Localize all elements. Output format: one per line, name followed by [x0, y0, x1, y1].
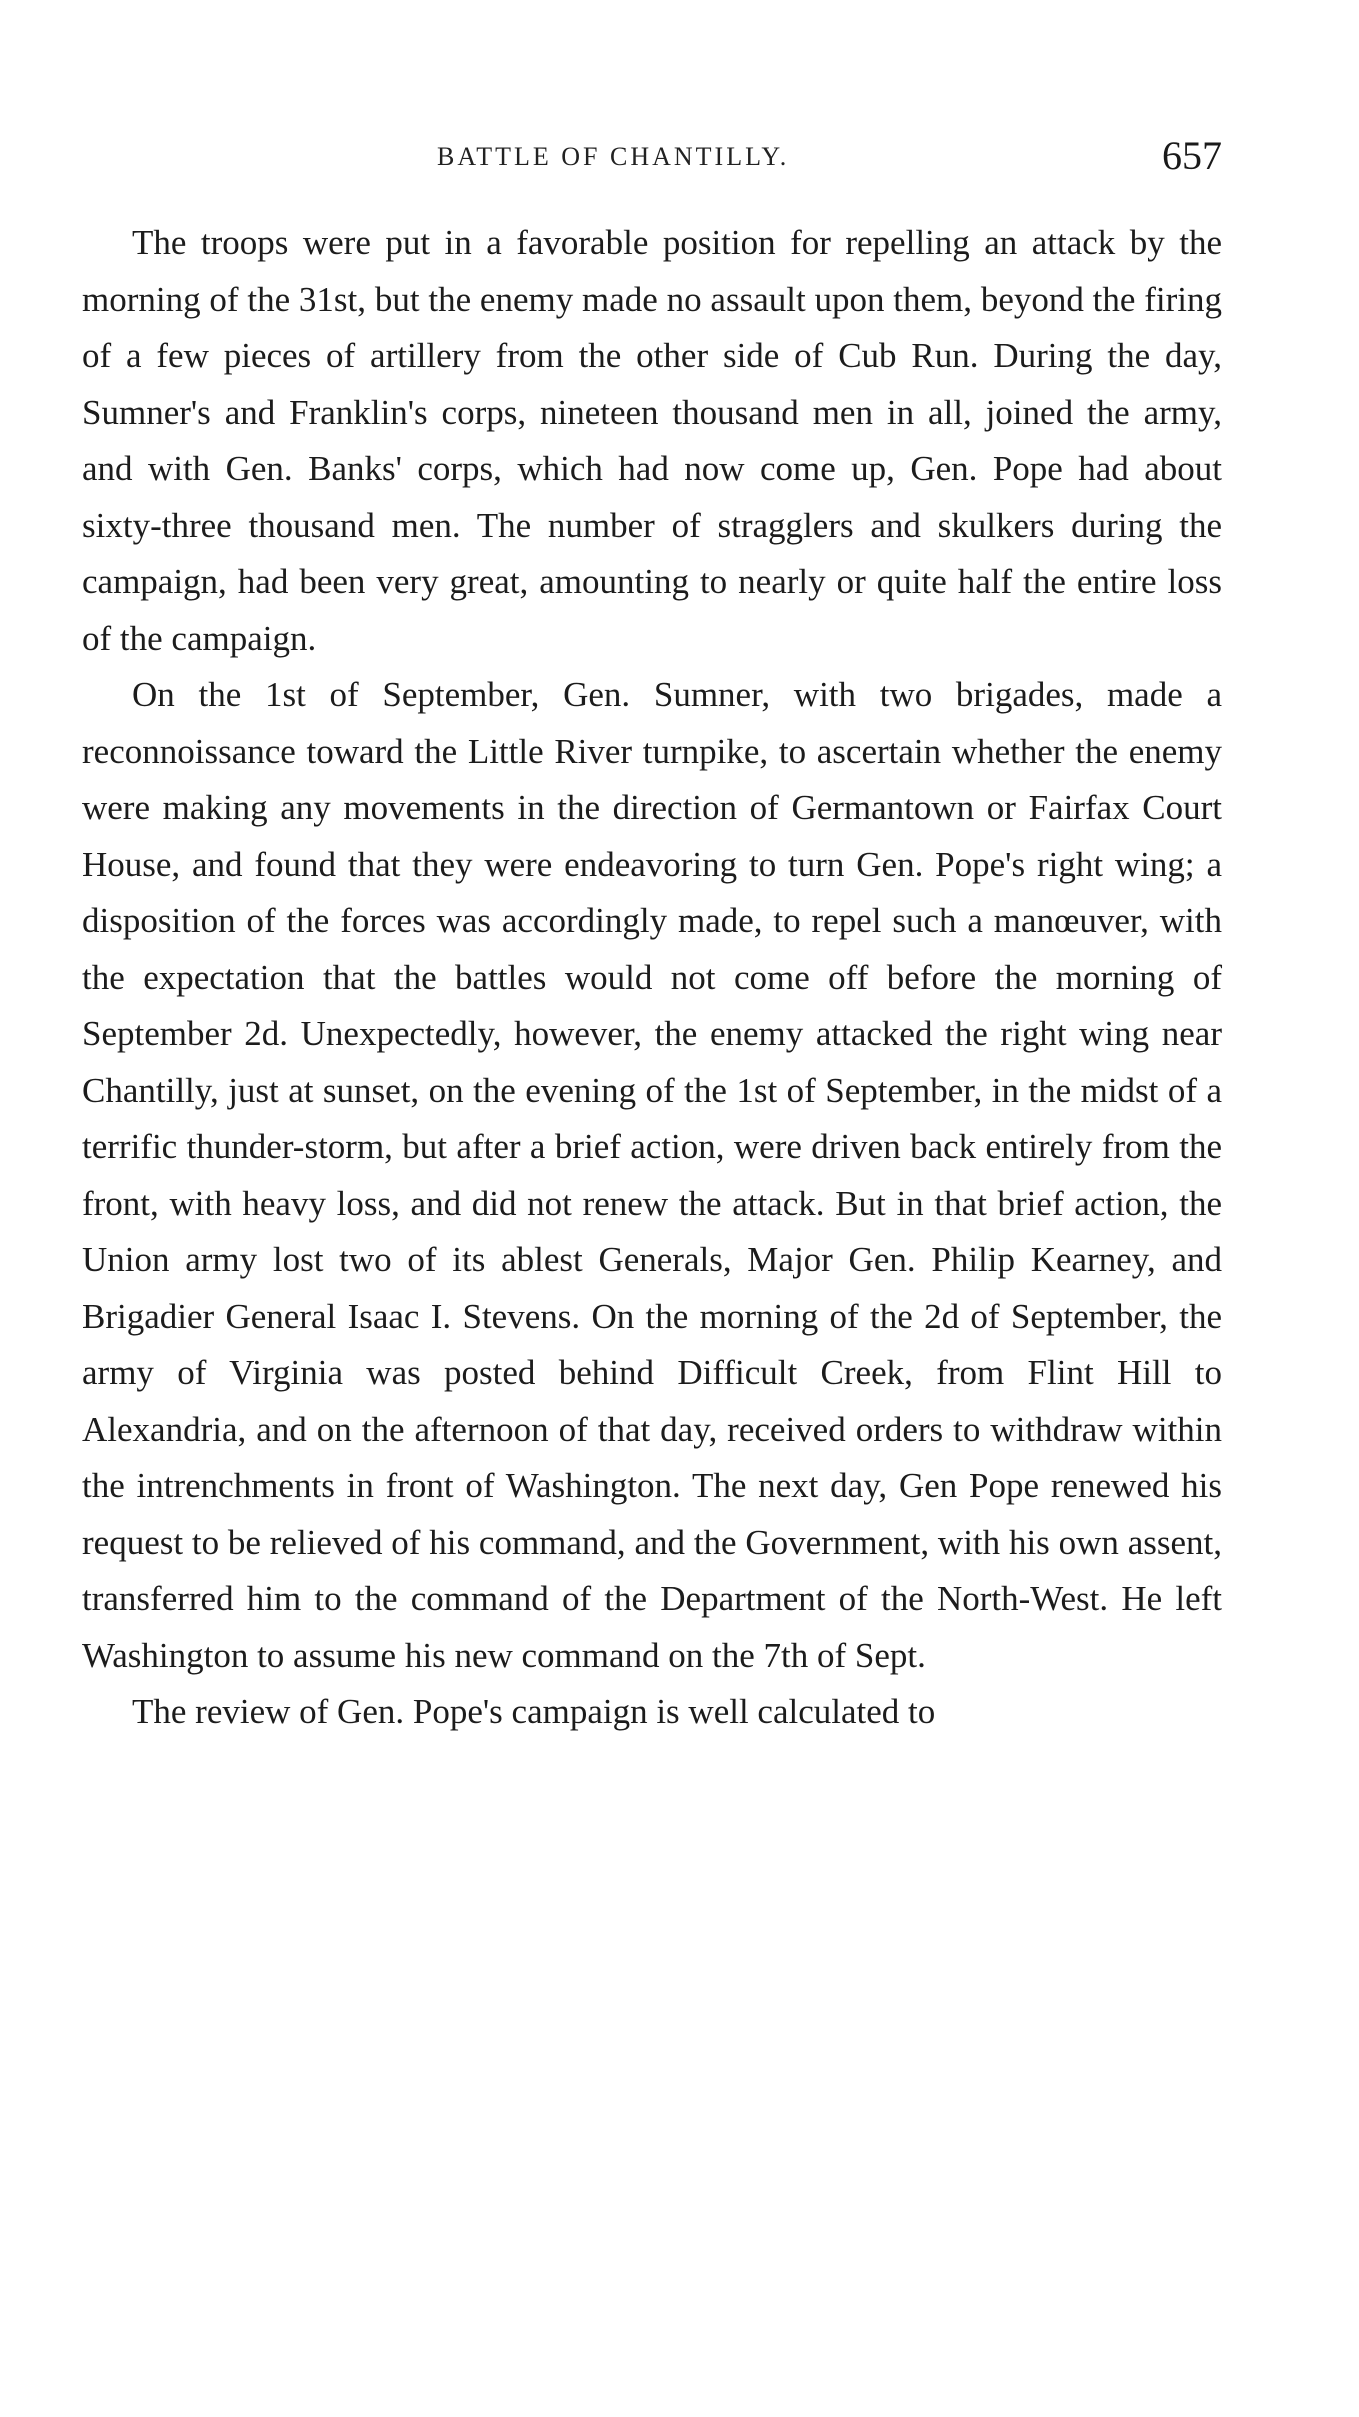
paragraph-battle-of-chantilly: On the 1st of September, Gen. Sumner, with two brigades, made a reconnoissance toward the Little River turnpike, to ascertain whether the enemy were making any movements in the direction of Germantown or Fairfax Court House, and found that they were endeavoring to turn Gen. Pope's right wing; a disposition of the forces was accordingly made, to repel such a manœuver, with the expectation that the battles would not come off before the morning of September 2d. Unexpectedly, however, the enemy attacked the right wing near Chantilly, just at sunset, on the evening of the 1st of September, in the midst of a terrific thunder-storm, but after a brief action, were driven back entirely from the front, with heavy loss, and did not renew the attack. But in that brief action, the Union army lost two of its ablest Generals, Major Gen. Philip Kearney, and Brigadier General Isaac I. Stevens. On the morning of the 2d of September, the army of Virginia was posted behind Difficult Creek, from Flint Hill to Alexandria, and on the afternoon of that day, received orders to withdraw within the intrenchments in front of Washington. The next day, Gen Pope renewed his request to be relieved of his command, and the Government, with his own assent, transferred him to the command of the Department of the North-West. He left Washington to assume his new command on the 7th of Sept.: [82, 675, 1222, 1675]
running-title: BATTLE OF CHANTILLY.: [437, 142, 790, 171]
paragraph-troops-position: The troops were put in a favorable position for repelling an attack by the morning of the 31st, but the enemy made no assault upon them, beyond the firing of a few pieces of artillery from the other side of Cub Run. During the day, Sumner's and Franklin's corps, nineteen thousand men in all, joined the army, and with Gen. Banks' corps, which had now come up, Gen. Pope had about sixty-three thousand men. The number of stragglers and skulkers during the campaign, had been very great, amounting to nearly or quite half the entire loss of the campaign.: [82, 223, 1222, 658]
paragraph-campaign-review: The review of Gen. Pope's campaign is well calculated to: [132, 1692, 936, 1731]
body-text: [82, 215, 1222, 1741]
running-head: [82, 132, 1222, 192]
page-number: 657: [1162, 133, 1222, 178]
